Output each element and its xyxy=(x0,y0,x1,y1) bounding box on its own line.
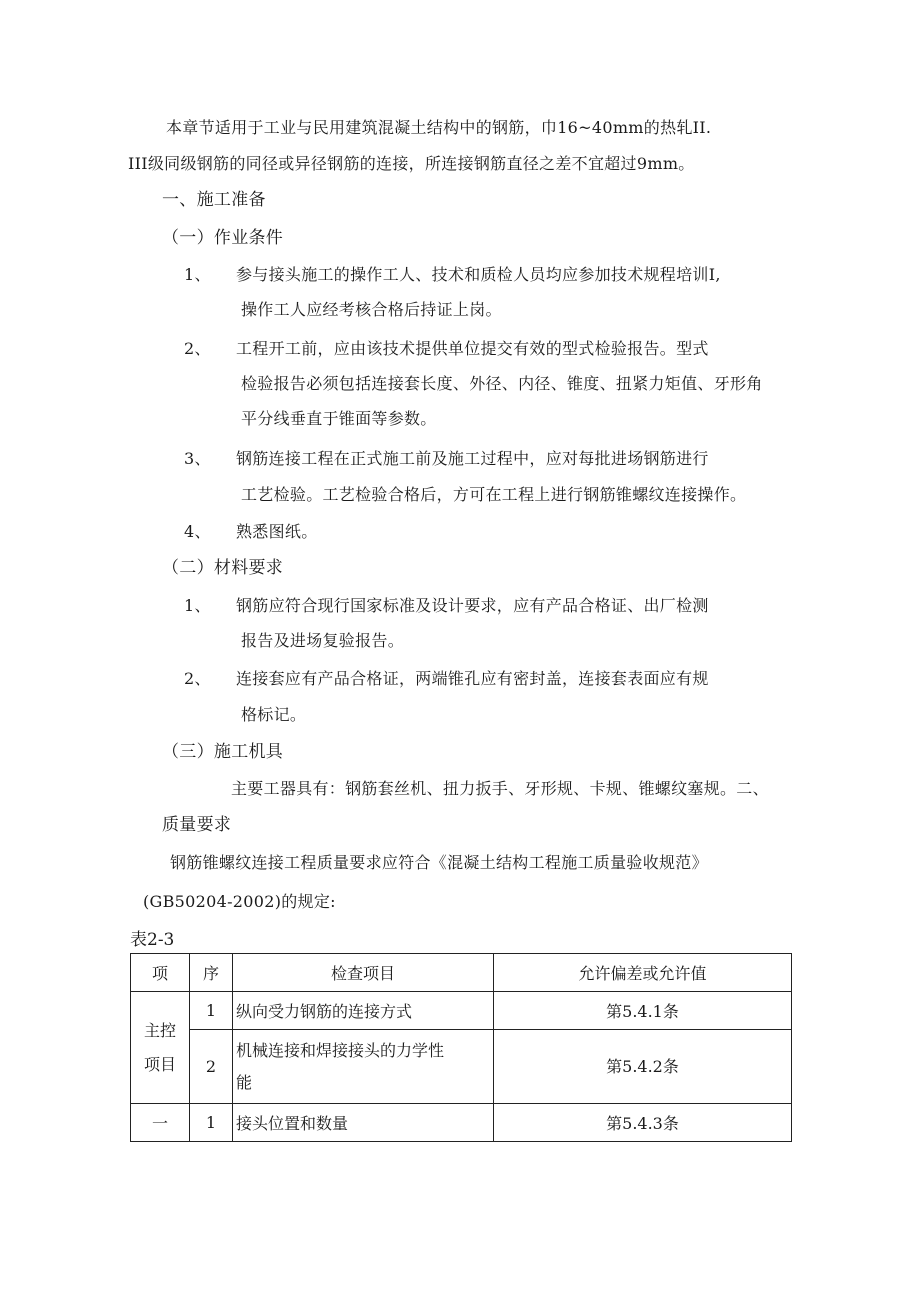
table-cell-item xyxy=(233,1030,494,1104)
subsection-heading-work-conditions: （一）作业条件 xyxy=(162,228,284,248)
header-category: 项 xyxy=(131,954,190,992)
table-cell-seq: 1 xyxy=(190,992,233,1030)
list-item-number: 2、 xyxy=(184,339,211,358)
table-row xyxy=(131,992,792,1030)
list-item-number: 2、 xyxy=(184,669,211,688)
table-row xyxy=(131,1104,792,1142)
list-item-text: 连接套应有产品合格证，两端锥孔应有密封盖，连接套表面应有规 xyxy=(236,669,709,688)
table-header-row xyxy=(131,954,792,992)
table-cell-seq: 1 xyxy=(190,1104,233,1142)
quality-table xyxy=(130,953,792,1142)
tools-paragraph: 主要工器具有：钢筋套丝机、扭力扳手、牙形规、卡规、锥螺纹塞规。二、 xyxy=(231,779,769,798)
group-label-main-control xyxy=(131,992,190,1104)
list-item-number: 1、 xyxy=(184,265,211,284)
header-item: 检查项目 xyxy=(233,954,494,992)
list-item-text: 操作工人应经考核合格后持证上岗。 xyxy=(241,300,502,319)
intro-line-2: III级同级钢筋的同径或异径钢筋的连接，所连接钢筋直径之差不宜超过9mm。 xyxy=(128,154,695,173)
list-item-number: 4、 xyxy=(184,522,211,541)
header-tolerance: 允许偏差或允许值 xyxy=(494,954,792,992)
list-item-text: 平分线垂直于锥面等参数。 xyxy=(241,409,437,428)
group-label-line: 项目 xyxy=(143,1054,176,1074)
list-item-number: 3、 xyxy=(184,449,211,468)
header-seq: 序 xyxy=(190,954,233,992)
table-cell-item-line: 能 xyxy=(236,1072,253,1092)
list-item-text: 格标记。 xyxy=(241,705,307,724)
list-item-text: 熟悉图纸。 xyxy=(236,522,318,541)
list-item-text: 钢筋应符合现行国家标准及设计要求，应有产品合格证、出厂检测 xyxy=(236,596,709,615)
quality-paragraph-line-2: (GB50204-2002)的规定: xyxy=(143,892,336,911)
list-item-text: 工程开工前，应由该技术提供单位提交有效的型式检验报告。型式 xyxy=(236,339,709,358)
table-cell-value: 第5.4.2条 xyxy=(494,1030,792,1104)
section-heading-quality: 质量要求 xyxy=(162,815,232,835)
list-item-text: 工艺检验。工艺检验合格后，方可在工程上进行钢筋锥螺纹连接操作。 xyxy=(241,485,747,504)
list-item-text: 钢筋连接工程在正式施工前及施工过程中，应对每批进场钢筋进行 xyxy=(236,449,709,468)
table-caption: 表2-3 xyxy=(130,930,175,950)
subsection-heading-tools: （三）施工机具 xyxy=(162,742,284,762)
table-cell-item-line: 机械连接和焊接接头的力学性 xyxy=(236,1040,445,1060)
table-row xyxy=(131,1030,792,1104)
table-cell-value: 第5.4.1条 xyxy=(494,992,792,1030)
table-cell-group: 一 xyxy=(131,1104,190,1142)
table-cell-item: 纵向受力钢筋的连接方式 xyxy=(233,992,494,1030)
list-item-text: 检验报告必须包括连接套长度、外径、内径、锥度、扭紧力矩值、牙形角 xyxy=(241,374,763,393)
intro-line-1: 本章节适用于工业与民用建筑混凝土结构中的钢筋，巾16~40mm的热轧II. xyxy=(166,118,712,137)
list-item-number: 1、 xyxy=(184,596,211,615)
table-cell-seq: 2 xyxy=(190,1030,233,1104)
list-item-text: 参与接头施工的操作工人、技术和质检人员均应参加技术规程培训I, xyxy=(236,265,721,284)
table-cell-item: 接头位置和数量 xyxy=(233,1104,494,1142)
quality-paragraph-line-1: 钢筋锥螺纹连接工程质量要求应符合《混凝土结构工程施工质量验收规范》 xyxy=(170,853,708,872)
group-label-line: 主控 xyxy=(143,1020,176,1040)
list-item-text: 报告及进场复验报告。 xyxy=(241,631,405,650)
subsection-heading-materials: （二）材料要求 xyxy=(162,558,284,578)
table-cell-value: 第5.4.3条 xyxy=(494,1104,792,1142)
section-heading-preparation: 一、施工准备 xyxy=(162,190,266,210)
